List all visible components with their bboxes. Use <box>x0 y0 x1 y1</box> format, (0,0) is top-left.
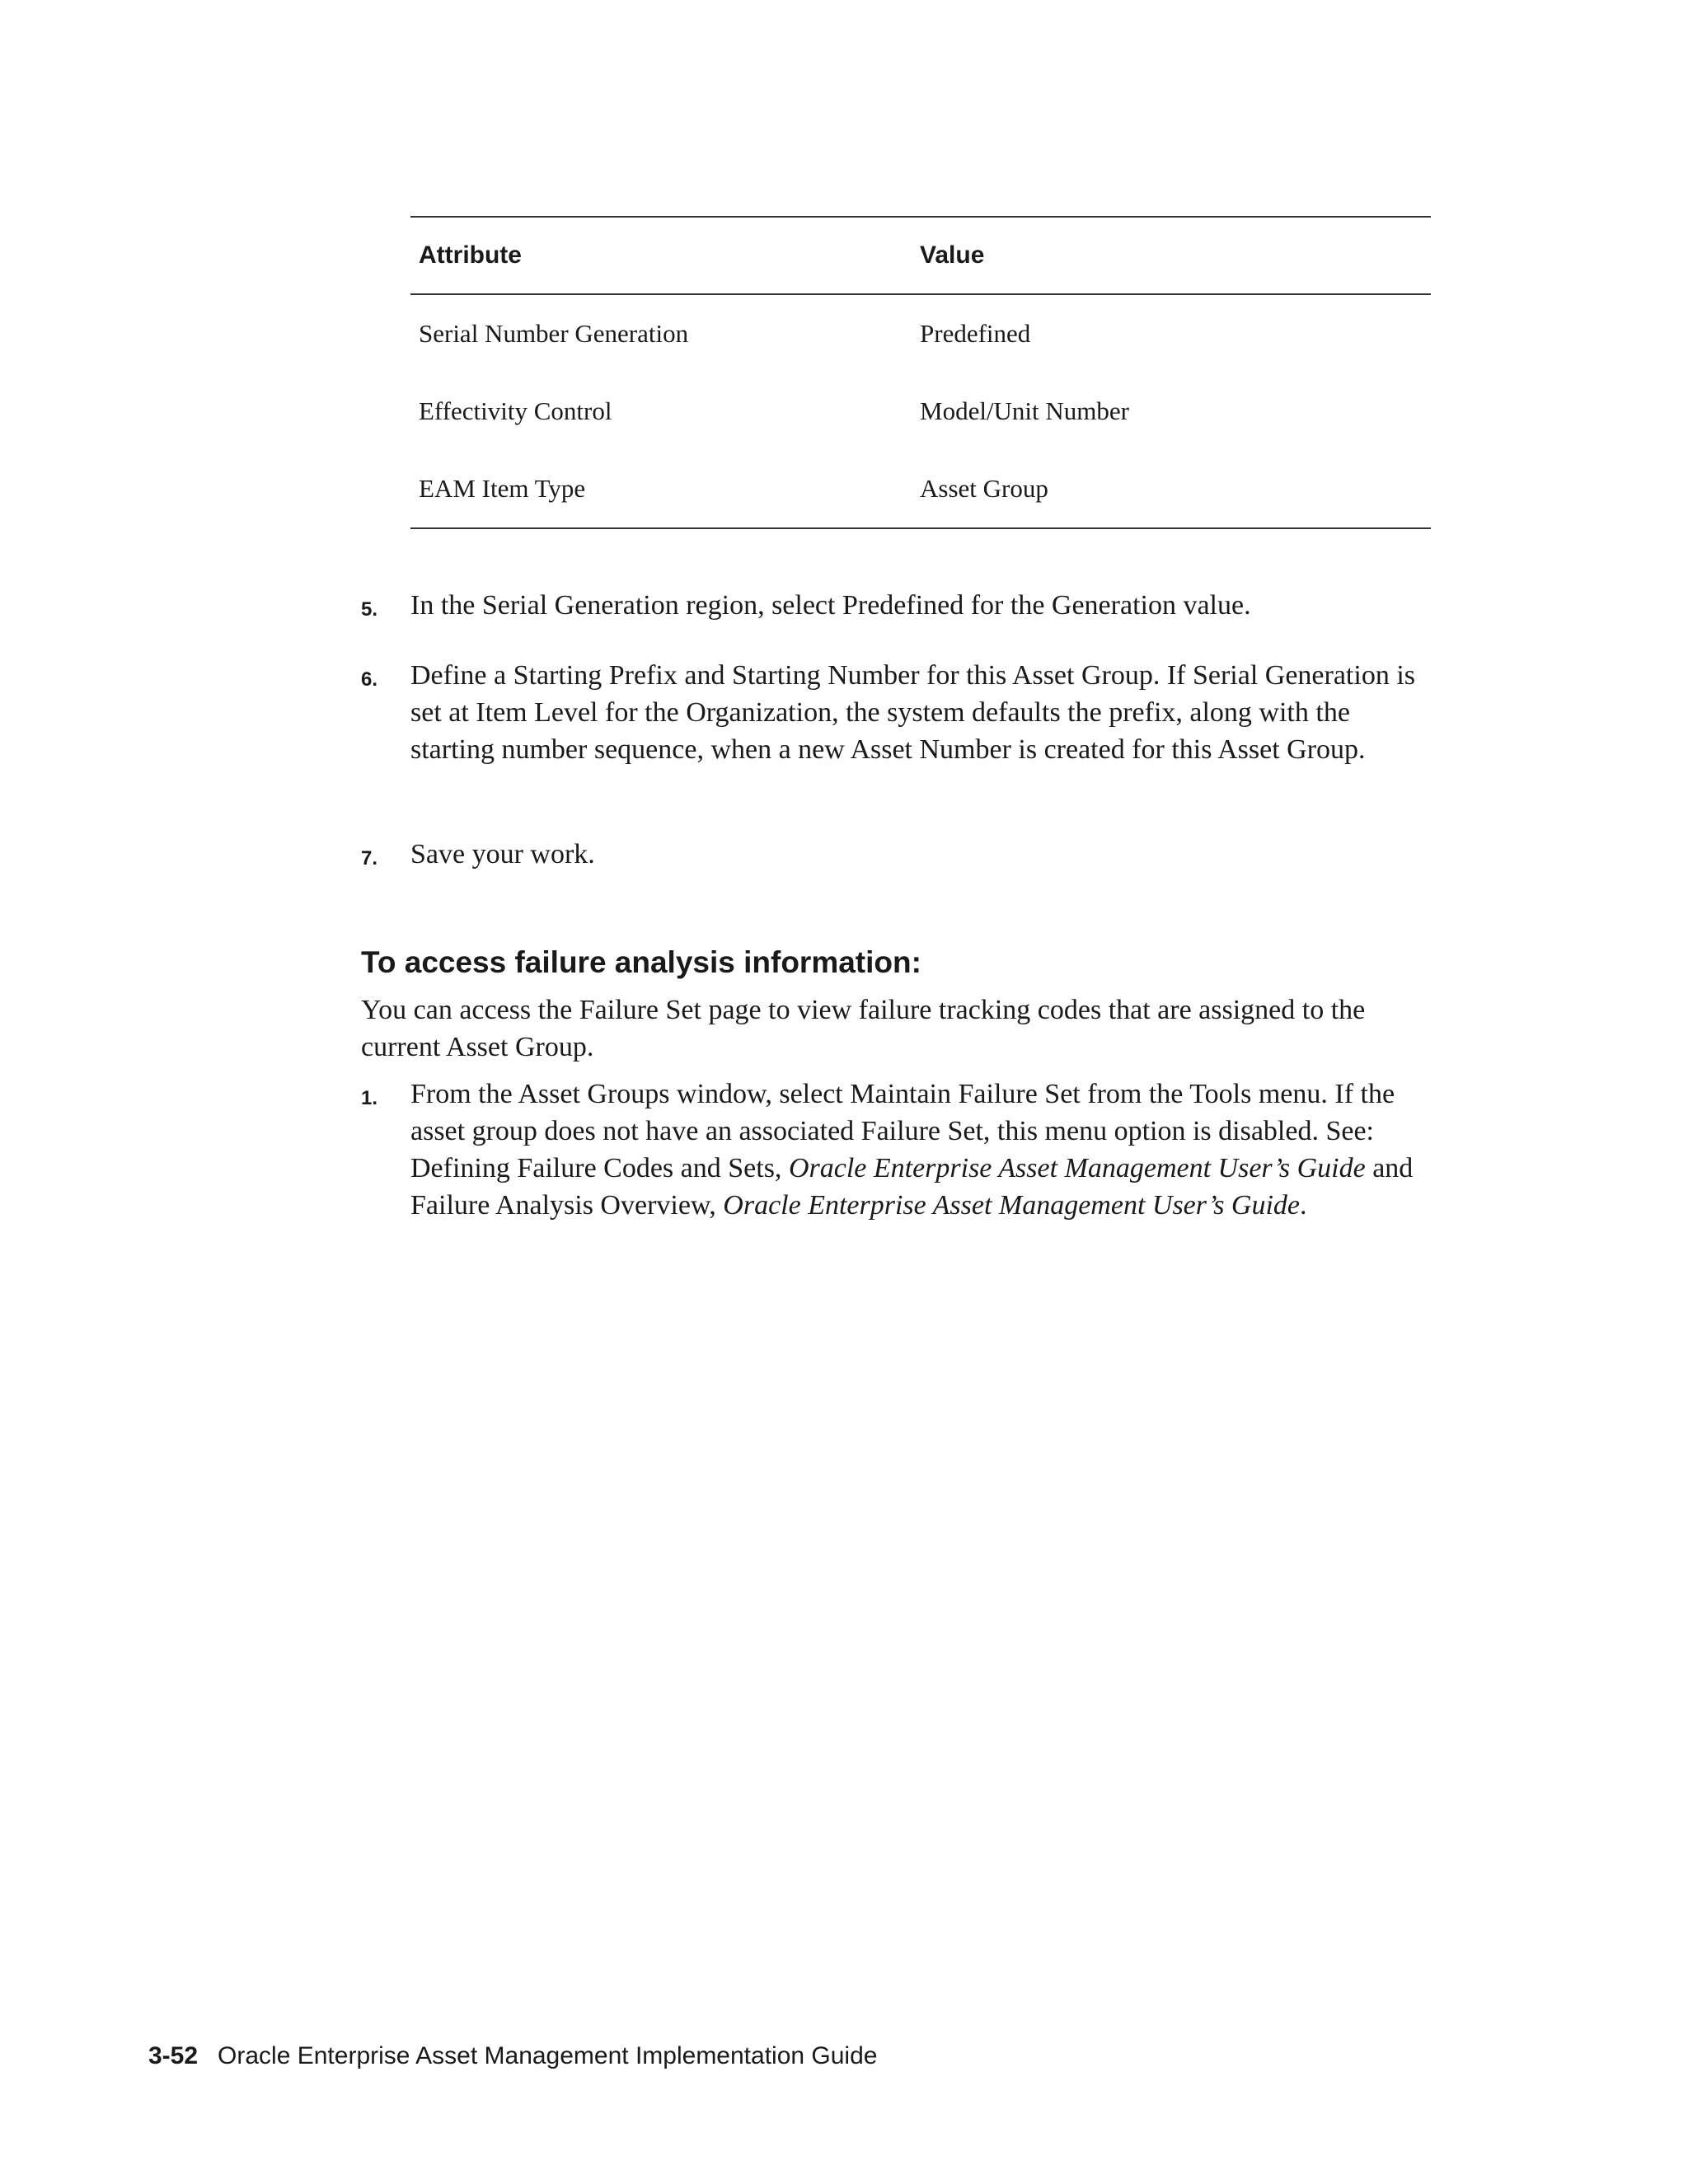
attribute-table <box>410 216 1431 529</box>
step-text-part: . <box>1300 1190 1307 1221</box>
list-item <box>361 657 1432 768</box>
step-number: 1. <box>361 1087 378 1109</box>
table-header <box>410 218 1431 295</box>
table-cell: Asset Group <box>920 474 1048 503</box>
table-row <box>410 295 1431 373</box>
page-number: 3-52 <box>148 2042 199 2069</box>
header-attribute: Attribute <box>419 241 522 269</box>
step-text-part: and Failure Analysis Overview, <box>410 1153 1414 1221</box>
guide-reference-link: Oracle Enterprise Asset Management User’s Guide <box>788 1153 1366 1183</box>
table-row <box>410 373 1431 450</box>
table-cell: Model/Unit Number <box>920 396 1129 425</box>
page-footer <box>148 2042 877 2070</box>
header-value: Value <box>920 241 985 269</box>
step-number: 7. <box>361 847 378 869</box>
step-text: Save your work. <box>410 839 595 869</box>
step-text-part: From the Asset Groups window, select Maintain Failure Set from the Tools menu. If the asset group does not have an associated Failure Set, this menu option is disabled. See: Defining Failure Codes and Sets, <box>410 1079 1395 1183</box>
footer-title: Oracle Enterprise Asset Management Implementation Guide <box>218 2042 878 2069</box>
list-item <box>361 836 1432 877</box>
section-heading: To access failure analysis information: <box>361 945 921 979</box>
table-body <box>410 295 1431 527</box>
list-item <box>361 1076 1432 1224</box>
table-cell: EAM Item Type <box>419 474 586 503</box>
step-text: Define a Starting Prefix and Starting Number for this Asset Group. If Serial Generation is set at Item Level for the Organization, the system defaults the prefix, along with the starting number sequence, when a new Asset Number is created for this Asset Group. <box>410 660 1416 765</box>
step-text: In the Serial Generation region, select Predefined for the Generation value. <box>410 590 1251 621</box>
table-cell: Effectivity Control <box>419 396 612 425</box>
guide-reference-link: Oracle Enterprise Asset Management User’s Guide <box>723 1190 1301 1221</box>
table-row <box>410 450 1431 527</box>
table-cell: Serial Number Generation <box>419 319 689 348</box>
table-cell: Predefined <box>920 319 1031 348</box>
section-intro: You can access the Failure Set page to view failure tracking codes that are assigned to the current Asset Group. <box>361 995 1366 1062</box>
step-number: 5. <box>361 598 378 621</box>
step-number: 6. <box>361 668 378 691</box>
step-text <box>410 1076 1432 1224</box>
list-item <box>361 587 1432 628</box>
